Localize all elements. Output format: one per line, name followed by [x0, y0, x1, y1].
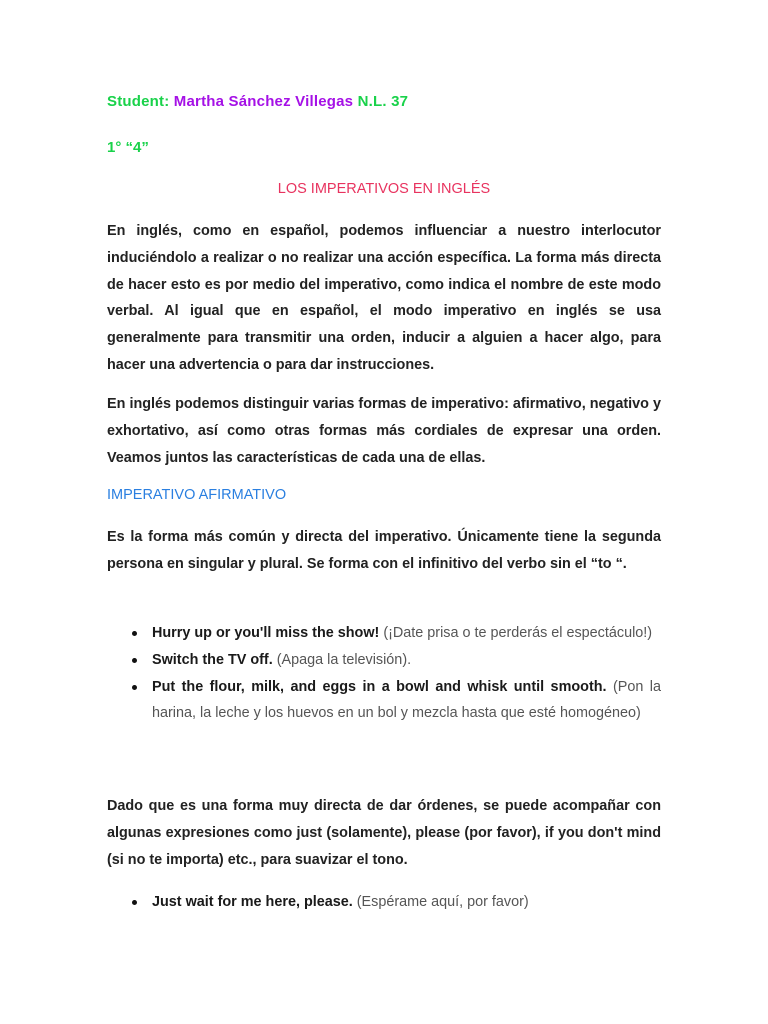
- list-item: [107, 620, 661, 647]
- document-title: LOS IMPERATIVOS EN INGLÉS: [277, 181, 491, 197]
- example-english: Hurry up or you'll miss the show!: [152, 625, 380, 641]
- example-english: Put the flour, milk, and eggs in a bowl and whisk until smooth.: [152, 678, 607, 695]
- list-number: N.L. 37: [357, 93, 409, 110]
- bullet-icon: [132, 631, 137, 636]
- bullet-icon: [132, 685, 137, 690]
- example-english: Switch the TV off.: [152, 651, 273, 668]
- list-item: [107, 674, 661, 728]
- affirmative-paragraph-1: Es la forma más común y directa del imperativo. Únicamente tiene la segunda persona en singular y plural. Se forma con el infinitivo del verbo sin el “to “.: [107, 529, 661, 572]
- example-list-2: [107, 889, 661, 916]
- example-spanish: (Apaga la televisión).: [276, 651, 412, 668]
- list-item: [107, 647, 661, 674]
- bullet-icon: [132, 658, 137, 663]
- intro-paragraph-1: En inglés, como en español, podemos influenciar a nuestro interlocutor induciéndolo a realizar o no realizar una acción específica. La forma más directa de hacer esto es por medio del imperativo, como indica el nombre de este modo verbal. Al igual que en español, el modo imperativo en inglés se usa generalmente para transmitir una orden, inducir a alguien a hacer algo, para hacer una advertencia o para dar instrucciones.: [107, 223, 661, 373]
- section-title-affirmative: IMPERATIVO AFIRMATIVO: [107, 487, 287, 503]
- example-spanish: (¡Date prisa o te perderás el espectáculo!): [383, 625, 653, 641]
- student-line: [107, 93, 408, 110]
- bullet-icon: [132, 900, 137, 905]
- example-english: Just wait for me here, please.: [152, 894, 353, 910]
- intro-paragraph-2: En inglés podemos distinguir varias formas de imperativo: afirmativo, negativo y exhortativo, así como otras formas más cordiales de expresar una orden. Veamos juntos las características de cada una de ellas.: [107, 396, 661, 466]
- example-spanish: (Pon la harina, la leche y los huevos en un bol y mezcla hasta que esté homogéneo): [152, 678, 661, 722]
- affirmative-paragraph-2: Dado que es una forma muy directa de dar órdenes, se puede acompañar con algunas expresiones como just (solamente), please (por favor), if you don't mind (si no te importa) etc., para suavizar el tono.: [107, 798, 661, 868]
- example-spanish: (Espérame aquí, por favor): [356, 894, 529, 910]
- student-name: Martha Sánchez Villegas: [173, 93, 354, 110]
- group-label: 1° “4”: [107, 139, 149, 156]
- list-item: [107, 889, 661, 916]
- student-label: Student:: [107, 93, 170, 110]
- example-list-1: [107, 620, 661, 727]
